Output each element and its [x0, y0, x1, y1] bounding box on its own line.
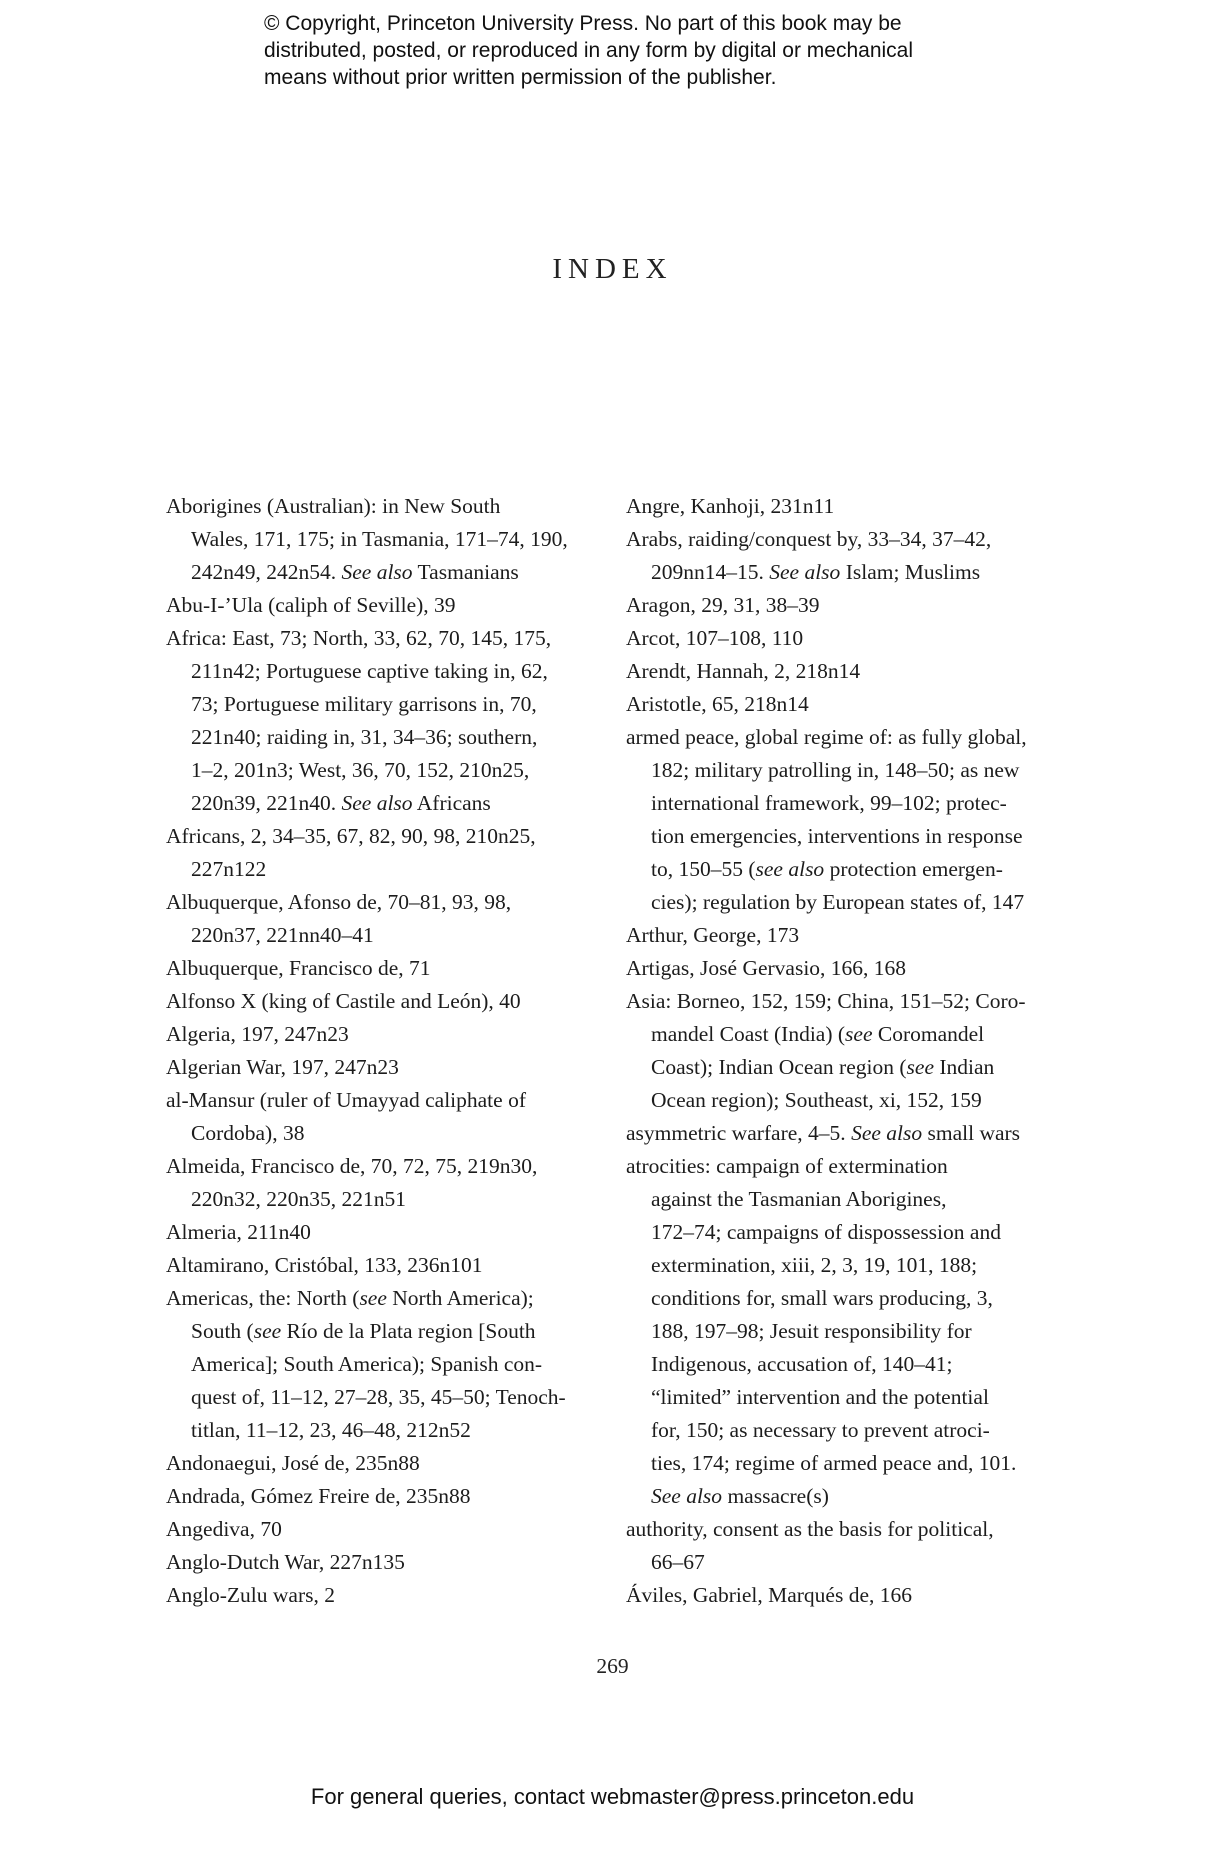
- index-text: massacre(s): [722, 1484, 829, 1508]
- index-entry-line: [626, 886, 1046, 919]
- index-text: Almeria, 211n40: [166, 1220, 311, 1244]
- index-entry-line: [626, 490, 1046, 523]
- index-text: cies); regulation by European states of, 147: [651, 890, 1025, 914]
- index-entry-line: [626, 655, 1046, 688]
- index-text: quest of, 11–12, 27–28, 35, 45–50; Tenoch-: [191, 1385, 566, 1409]
- cross-reference-label: See also: [769, 560, 841, 584]
- index-entry-line: [166, 1546, 626, 1579]
- index-entry-line: [626, 985, 1046, 1018]
- index-text: Andrada, Gómez Freire de, 235n88: [166, 1484, 471, 1508]
- index-entry: [166, 1282, 626, 1447]
- index-entry: [166, 1051, 626, 1084]
- index-column-right: [626, 490, 1046, 1612]
- index-entry-line: [166, 688, 626, 721]
- index-entry: [626, 952, 1046, 985]
- index-entry-line: [626, 1348, 1046, 1381]
- index-entry-line: [626, 1051, 1046, 1084]
- index-text: Anglo-Zulu wars, 2: [166, 1583, 335, 1607]
- index-entry-line: [166, 1414, 626, 1447]
- index-entry-line: [166, 1084, 626, 1117]
- index-entry: [626, 985, 1046, 1117]
- index-entry: [166, 952, 626, 985]
- index-entry-line: [626, 1513, 1046, 1546]
- copyright-line-2: distributed, posted, or reproduced in any form by digital or mechanical: [264, 39, 914, 62]
- index-text: 227n122: [191, 857, 267, 881]
- index-text: Albuquerque, Francisco de, 71: [166, 956, 431, 980]
- index-text: Coromandel: [872, 1022, 985, 1046]
- index-text: Arcot, 107–108, 110: [626, 626, 804, 650]
- index-entry-line: [166, 787, 626, 820]
- index-text: Arendt, Hannah, 2, 218n14: [626, 659, 861, 683]
- index-entry-line: [626, 1150, 1046, 1183]
- index-entry: [166, 490, 626, 589]
- index-entry-line: [166, 556, 626, 589]
- index-entry-line: [626, 820, 1046, 853]
- index-entry-line: [166, 1117, 626, 1150]
- index-entry: [166, 1546, 626, 1579]
- index-entry-line: [166, 1018, 626, 1051]
- index-entry-line: [166, 1150, 626, 1183]
- index-text: Áviles, Gabriel, Marqués de, 166: [626, 1583, 912, 1607]
- index-entry-line: [166, 622, 626, 655]
- index-text: 221n40; raiding in, 31, 34–36; southern,: [191, 725, 538, 749]
- index-text: Angediva, 70: [166, 1517, 282, 1541]
- index-entry-line: [166, 886, 626, 919]
- index-entry-line: [166, 985, 626, 1018]
- index-entry-line: [166, 523, 626, 556]
- index-text: Arabs, raiding/conquest by, 33–34, 37–42,: [626, 527, 992, 551]
- index-entry-line: [626, 1447, 1046, 1480]
- index-text: Arthur, George, 173: [626, 923, 800, 947]
- footer-contact: For general queries, contact webmaster@press.princeton.edu: [310, 1784, 915, 1809]
- index-text: Alfonso X (king of Castile and León), 40: [166, 989, 521, 1013]
- index-text: ties, 174; regime of armed peace and, 101.: [651, 1451, 1017, 1475]
- index-entry: [166, 820, 626, 886]
- index-entry-line: [626, 688, 1046, 721]
- index-text: Aragon, 29, 31, 38–39: [626, 593, 820, 617]
- index-entry-line: [626, 853, 1046, 886]
- index-entry-line: [166, 1249, 626, 1282]
- index-entry: [166, 1084, 626, 1150]
- index-entry: [626, 655, 1046, 688]
- index-entry: [626, 490, 1046, 523]
- index-entry: [166, 1579, 626, 1612]
- index-text: Cordoba), 38: [191, 1121, 305, 1145]
- index-entry-line: [166, 1513, 626, 1546]
- index-text: authority, consent as the basis for political,: [626, 1517, 994, 1541]
- index-text: Altamirano, Cristóbal, 133, 236n101: [166, 1253, 483, 1277]
- index-text: Almeida, Francisco de, 70, 72, 75, 219n30,: [166, 1154, 538, 1178]
- index-entry-line: [166, 952, 626, 985]
- index-entry-line: [166, 1579, 626, 1612]
- copyright-notice: [264, 10, 1024, 91]
- index-text: Andonaegui, José de, 235n88: [166, 1451, 420, 1475]
- index-text: Tasmanians: [412, 560, 519, 584]
- index-entry-line: [166, 1216, 626, 1249]
- index-entry: [626, 688, 1046, 721]
- index-text: conditions for, small wars producing, 3,: [651, 1286, 993, 1310]
- index-text: “limited” intervention and the potential: [651, 1385, 989, 1409]
- index-text: Africans, 2, 34–35, 67, 82, 90, 98, 210n25,: [166, 824, 536, 848]
- index-entry-line: [626, 1579, 1046, 1612]
- index-entry-line: [166, 1447, 626, 1480]
- index-text: international framework, 99–102; protec-: [651, 791, 1007, 815]
- cross-reference-label: See also: [851, 1121, 923, 1145]
- index-entry: [166, 1216, 626, 1249]
- index-entry: [166, 1249, 626, 1282]
- cross-reference-label: See also: [341, 560, 413, 584]
- index-text: Coast); Indian Ocean region (: [651, 1055, 907, 1079]
- index-entry-line: [626, 1183, 1046, 1216]
- index-entry-line: [626, 1381, 1046, 1414]
- index-text: Indigenous, accusation of, 140–41;: [651, 1352, 953, 1376]
- page-title: INDEX: [552, 253, 673, 285]
- index-text: South (: [191, 1319, 254, 1343]
- index-entry-line: [626, 1315, 1046, 1348]
- index-entry: [166, 1150, 626, 1216]
- index-entry-line: [166, 754, 626, 787]
- index-entry-line: [166, 1348, 626, 1381]
- index-text: 220n39, 221n40.: [191, 791, 342, 815]
- page-number: 269: [596, 1654, 629, 1678]
- index-entry: [166, 589, 626, 622]
- index-text: 220n32, 220n35, 221n51: [191, 1187, 406, 1211]
- index-entry: [166, 1018, 626, 1051]
- index-text: Artigas, José Gervasio, 166, 168: [626, 956, 907, 980]
- index-text: tion emergencies, interventions in response: [651, 824, 1023, 848]
- index-entry: [626, 1513, 1046, 1579]
- index-text: armed peace, global regime of: as fully global,: [626, 725, 1027, 749]
- index-entry: [626, 1117, 1046, 1150]
- index-text: Abu-I-’Ula (caliph of Seville), 39: [166, 593, 456, 617]
- index-text: 211n42; Portuguese captive taking in, 62,: [191, 659, 548, 683]
- cross-reference-label: see: [253, 1319, 282, 1343]
- index-text: for, 150; as necessary to prevent atroci-: [651, 1418, 990, 1442]
- index-text: 172–74; campaigns of dispossession and: [651, 1220, 1001, 1244]
- index-text: 188, 197–98; Jesuit responsibility for: [651, 1319, 972, 1343]
- index-entry: [166, 1480, 626, 1513]
- index-entry-line: [626, 1282, 1046, 1315]
- index-entry-line: [626, 919, 1046, 952]
- index-text: Africa: East, 73; North, 33, 62, 70, 145, 175,: [166, 626, 552, 650]
- index-entry-line: [626, 1480, 1046, 1513]
- index-text: mandel Coast (India) (: [651, 1022, 846, 1046]
- index-entry: [166, 985, 626, 1018]
- index-entry-line: [166, 1282, 626, 1315]
- index-text: atrocities: campaign of extermination: [626, 1154, 948, 1178]
- index-text: 73; Portuguese military garrisons in, 70,: [191, 692, 537, 716]
- cross-reference-label: see: [845, 1022, 873, 1046]
- index-entry-line: [626, 787, 1046, 820]
- index-entry-line: [626, 1216, 1046, 1249]
- index-text: Asia: Borneo, 152, 159; China, 151–52; Coro-: [626, 989, 1026, 1013]
- index-entry-line: [626, 1018, 1046, 1051]
- index-entry-line: [626, 754, 1046, 787]
- index-text: against the Tasmanian Aborigines,: [651, 1187, 947, 1211]
- index-entry: [166, 622, 626, 820]
- index-text: 209nn14–15.: [651, 560, 770, 584]
- index-entry-line: [626, 721, 1046, 754]
- index-text: al-Mansur (ruler of Umayyad caliphate of: [166, 1088, 526, 1112]
- index-text: extermination, xiii, 2, 3, 19, 101, 188;: [651, 1253, 978, 1277]
- index-entry-line: [626, 1546, 1046, 1579]
- index-text: Anglo-Dutch War, 227n135: [166, 1550, 405, 1574]
- cross-reference-label: see: [906, 1055, 934, 1079]
- index-text: Islam; Muslims: [840, 560, 981, 584]
- index-text: Indian: [933, 1055, 995, 1079]
- index-text: Albuquerque, Afonso de, 70–81, 93, 98,: [166, 890, 512, 914]
- index-entry-line: [166, 1183, 626, 1216]
- copyright-line-3: means without prior written permission of the publisher.: [264, 66, 777, 89]
- index-text: Algeria, 197, 247n23: [166, 1022, 349, 1046]
- index-entry-line: [626, 952, 1046, 985]
- index-entry-line: [166, 1051, 626, 1084]
- copyright-line-1: © Copyright, Princeton University Press. No part of this book may be: [264, 12, 902, 35]
- index-entry-line: [626, 1084, 1046, 1117]
- index-entry: [166, 886, 626, 952]
- index-text: Angre, Kanhoji, 231n11: [626, 494, 835, 518]
- index-entry-line: [166, 490, 626, 523]
- index-text: Wales, 171, 175; in Tasmania, 171–74, 190,: [191, 527, 568, 551]
- index-text: 220n37, 221nn40–41: [191, 923, 374, 947]
- cross-reference-label: see also: [755, 857, 825, 881]
- index-text: America]; South America); Spanish con-: [191, 1352, 543, 1376]
- index-text: Africans: [412, 791, 491, 815]
- cross-reference-label: See also: [651, 1484, 723, 1508]
- index-entry-line: [626, 523, 1046, 556]
- index-entry-line: [626, 556, 1046, 589]
- cross-reference-label: See also: [341, 791, 413, 815]
- index-entry-line: [166, 1315, 626, 1348]
- cross-reference-label: see: [359, 1286, 387, 1310]
- index-text: protection emergen-: [824, 857, 1003, 881]
- index-entry: [626, 1579, 1046, 1612]
- index-entry-line: [166, 919, 626, 952]
- index-entry: [626, 919, 1046, 952]
- index-text: Americas, the: North (: [166, 1286, 360, 1310]
- index-entry-line: [166, 820, 626, 853]
- index-entry: [166, 1513, 626, 1546]
- index-entry-line: [166, 589, 626, 622]
- index-text: asymmetric warfare, 4–5.: [626, 1121, 852, 1145]
- index-entry-line: [626, 1249, 1046, 1282]
- index-entry-line: [626, 1414, 1046, 1447]
- index-text: Aborigines (Australian): in New South: [166, 494, 501, 518]
- index-text: Ocean region); Southeast, xi, 152, 159: [651, 1088, 982, 1112]
- index-entry: [626, 721, 1046, 919]
- index-entry: [626, 523, 1046, 589]
- index-text: small wars: [922, 1121, 1021, 1145]
- index-entry-line: [166, 721, 626, 754]
- index-text: Algerian War, 197, 247n23: [166, 1055, 399, 1079]
- index-entry: [626, 622, 1046, 655]
- index-column-left: [166, 490, 626, 1612]
- index-text: 182; military patrolling in, 148–50; as new: [651, 758, 1020, 782]
- index-text: to, 150–55 (: [651, 857, 756, 881]
- index-text: Río de la Plata region [South: [281, 1319, 536, 1343]
- index-entry: [626, 589, 1046, 622]
- index-entry-line: [166, 1381, 626, 1414]
- index-text: titlan, 11–12, 23, 46–48, 212n52: [191, 1418, 471, 1442]
- index-entry: [626, 1150, 1046, 1513]
- index-text: Aristotle, 65, 218n14: [626, 692, 809, 716]
- index-entry-line: [166, 1480, 626, 1513]
- index-text: North America);: [386, 1286, 534, 1310]
- index-text: 242n49, 242n54.: [191, 560, 342, 584]
- index-entry: [166, 1447, 626, 1480]
- index-entry-line: [166, 655, 626, 688]
- index-text: 1–2, 201n3; West, 36, 70, 152, 210n25,: [191, 758, 530, 782]
- index-entry-line: [626, 622, 1046, 655]
- index-entry-line: [626, 589, 1046, 622]
- index-text: 66–67: [651, 1550, 705, 1574]
- index-entry-line: [626, 1117, 1046, 1150]
- index-entry-line: [166, 853, 626, 886]
